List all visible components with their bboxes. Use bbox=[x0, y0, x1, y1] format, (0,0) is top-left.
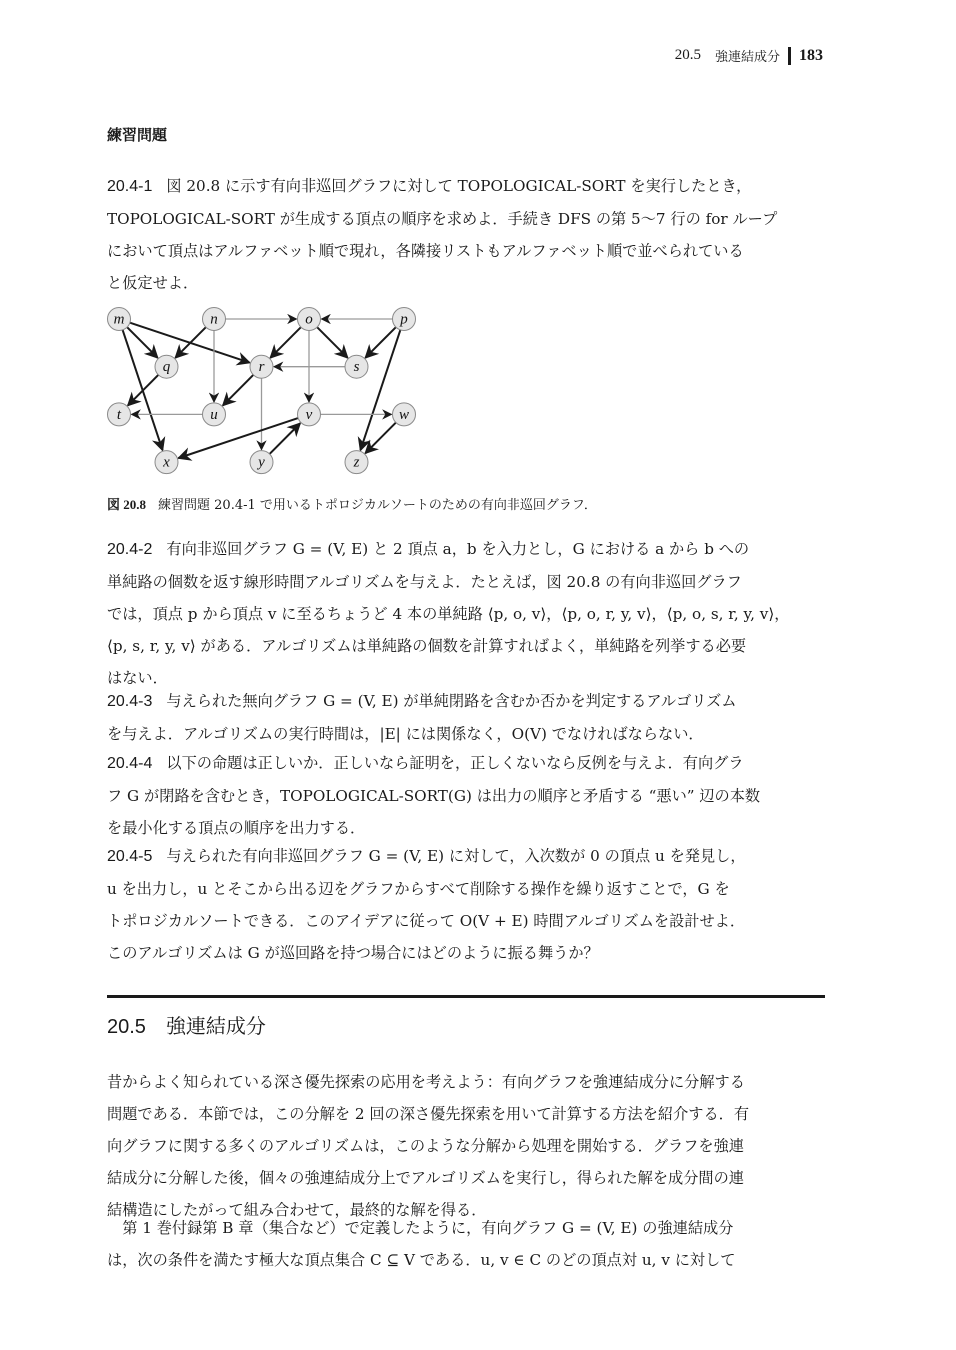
paragraph-line: 第 1 巻付録第 B 章（集合など）で定義したように，有向グラフ G = (V, E) の強連結成分 bbox=[107, 1219, 734, 1237]
exercise-text: 与えられた無向グラフ G = (V, E) が単純閉路を含むか否かを判定するアルゴリズム bbox=[166, 692, 737, 710]
section-title: 強連結成分 bbox=[165, 1016, 266, 1038]
exercise-line: を最小化する頂点の順序を出力する． bbox=[107, 819, 366, 837]
exercise-text: 有向非巡回グラフ G = (V, E) と 2 頂点 a，b を入力とし，G における a から b への bbox=[166, 540, 750, 558]
edge-p-s bbox=[365, 327, 396, 358]
page-number: 183 bbox=[799, 46, 823, 64]
exercise-line bbox=[107, 170, 825, 203]
exercise-20-4-5 bbox=[107, 840, 825, 969]
paragraph-line: 問題である．本節では，この分解を 2 回の深さ優先探索を用いて計算する方法を紹介する．有 bbox=[107, 1105, 750, 1123]
graph-edges bbox=[123, 319, 401, 458]
vertex-label: n bbox=[210, 311, 218, 328]
vertex-v bbox=[298, 403, 321, 426]
section-paragraph-2 bbox=[107, 1212, 825, 1276]
dag-figure bbox=[100, 300, 430, 485]
vertex-label: v bbox=[305, 406, 313, 423]
exercise-line: 単純路の個数を返す線形時間アルゴリズムを与えよ．たとえば，図 20.8 の有向非巡回グラフ bbox=[107, 573, 742, 591]
paragraph-line: 結構造にしたがって組み合わせて，最終的な解を得る． bbox=[107, 1201, 487, 1219]
figure-label: 図 20.8 bbox=[107, 497, 147, 512]
edge-o-s bbox=[317, 327, 348, 358]
paragraph-line: 結成分に分解した後，個々の強連結成分上でアルゴリズムを実行し，得られた解を成分間の連 bbox=[107, 1169, 744, 1187]
vertex-p bbox=[393, 308, 416, 331]
vertex-o bbox=[298, 308, 321, 331]
vertex-label: t bbox=[116, 406, 122, 423]
vertex-n bbox=[203, 308, 226, 331]
vertex-label: u bbox=[210, 406, 218, 423]
exercise-line: u を出力し，u とそこから出る辺をグラフからすべて削除する操作を繰り返すことで，G を bbox=[107, 880, 730, 898]
exercise-20-4-1 bbox=[107, 170, 825, 299]
edge-p-z bbox=[360, 330, 400, 450]
figure-caption-text: 練習問題 20.4-1 で用いるトポロジカルソートのための有向非巡回グラフ． bbox=[158, 498, 597, 513]
edge-o-r bbox=[270, 327, 301, 358]
exercises-heading: 練習問題 bbox=[107, 126, 168, 144]
exercise-20-4-2 bbox=[107, 533, 825, 694]
vertex-label: w bbox=[398, 406, 410, 423]
exercise-number: 20.4-3 bbox=[107, 693, 153, 710]
vertex-z bbox=[345, 451, 368, 474]
edge-r-u bbox=[223, 375, 254, 406]
paragraph-line: は，次の条件を満たす極大な頂点集合 C ⊆ V である．u, v ∈ C のどの頂点対 u, v に対して bbox=[107, 1251, 736, 1269]
exercise-text: 以下の命題は正しいか．正しいなら証明を，正しくないなら反例を与えよ．有向グラ bbox=[166, 754, 744, 772]
exercise-line: はない． bbox=[107, 669, 168, 687]
figure-caption bbox=[107, 494, 597, 513]
exercise-line: を与えよ．アルゴリズムの実行時間は，|E| には関係なく，O(V) でなければならない． bbox=[107, 725, 704, 743]
vertex-label: r bbox=[258, 359, 265, 376]
vertex-label: y bbox=[258, 454, 265, 471]
running-head-section-title: 強連結成分 bbox=[714, 50, 780, 65]
exercise-line: フ G が閉路を含むとき，TOPOLOGICAL-SORT(G) は出力の順序と矛盾する “悪い” 辺の本数 bbox=[107, 787, 761, 805]
paragraph-line: 昔からよく知られている深さ優先探索の応用を考えよう：有向グラフを強連結成分に分解する bbox=[107, 1073, 745, 1091]
vertex-u bbox=[203, 403, 226, 426]
vertex-label: p bbox=[400, 311, 408, 328]
exercise-20-4-3 bbox=[107, 685, 825, 750]
exercise-line: では，頂点 p から頂点 v に至るちょうど 4 本の単純路 ⟨p, o, v⟩，⟨p, o, r, y, v⟩，⟨p, o, s, r, y, v⟩， bbox=[107, 605, 790, 623]
exercise-line bbox=[107, 840, 825, 873]
exercise-line bbox=[107, 533, 825, 566]
vertex-r bbox=[250, 355, 273, 378]
exercise-number: 20.4-1 bbox=[107, 178, 153, 195]
vertex-t bbox=[108, 403, 131, 426]
vertex-label: o bbox=[305, 311, 313, 328]
paragraph-line: 向グラフに関する多くのアルゴリズムは，このような分解から処理を開始する．グラフを強連 bbox=[107, 1137, 744, 1155]
exercise-line: TOPOLOGICAL-SORT が生成する頂点の順序を求めよ．手続き DFS の第 5〜7 行の for ループ bbox=[107, 210, 778, 228]
running-head bbox=[675, 46, 823, 65]
vertex-label: q bbox=[162, 359, 171, 376]
edge-w-z bbox=[365, 423, 396, 454]
running-head-section-number: 20.5 bbox=[674, 47, 701, 63]
running-head-divider bbox=[788, 47, 791, 65]
exercise-line: トポロジカルソートできる．このアイデアに従って O(V + E) 時間アルゴリズムを設計せよ． bbox=[107, 912, 746, 930]
vertex-m bbox=[108, 308, 131, 331]
exercise-text: 図 20.8 に示す有向非巡回グラフに対して TOPOLOGICAL-SORT を実行したとき， bbox=[166, 177, 752, 195]
edge-m-q bbox=[127, 327, 158, 358]
section-heading bbox=[107, 1010, 266, 1039]
vertex-label: z bbox=[353, 454, 360, 471]
vertex-w bbox=[393, 403, 416, 426]
exercise-number: 20.4-4 bbox=[107, 755, 153, 772]
edge-n-q bbox=[175, 327, 206, 358]
vertex-label: s bbox=[353, 359, 360, 376]
section-number: 20.5 bbox=[107, 1016, 146, 1038]
exercise-number: 20.4-2 bbox=[107, 541, 153, 558]
exercise-line: と仮定せよ． bbox=[107, 274, 199, 292]
exercise-text: 与えられた有向非巡回グラフ G = (V, E) に対して，入次数が 0 の頂点 u を発見し， bbox=[166, 847, 746, 865]
vertex-y bbox=[250, 451, 273, 474]
vertex-q bbox=[155, 355, 178, 378]
exercise-line: このアルゴリズムは G が巡回路を持つ場合にはどのように振る舞うか？ bbox=[107, 944, 599, 962]
exercise-line bbox=[107, 685, 825, 718]
exercise-line: ⟨p, s, r, y, v⟩ がある．アルゴリズムは単純路の個数を計算すればよく，単純路を列挙する必要 bbox=[107, 637, 747, 655]
exercise-20-4-4 bbox=[107, 747, 825, 844]
section-rule bbox=[107, 995, 825, 998]
exercise-line: において頂点はアルファベット順で現れ，各隣接リストもアルファベット順で並べられている bbox=[107, 242, 744, 260]
exercise-line bbox=[107, 747, 825, 780]
exercise-number: 20.4-5 bbox=[107, 848, 153, 865]
vertex-x bbox=[155, 451, 178, 474]
vertex-s bbox=[345, 355, 368, 378]
vertex-label: x bbox=[163, 454, 170, 471]
edge-q-t bbox=[128, 375, 159, 406]
vertex-label: m bbox=[113, 311, 125, 328]
section-paragraph-1 bbox=[107, 1066, 825, 1226]
edge-y-v bbox=[270, 423, 301, 454]
edge-v-x bbox=[178, 418, 298, 458]
